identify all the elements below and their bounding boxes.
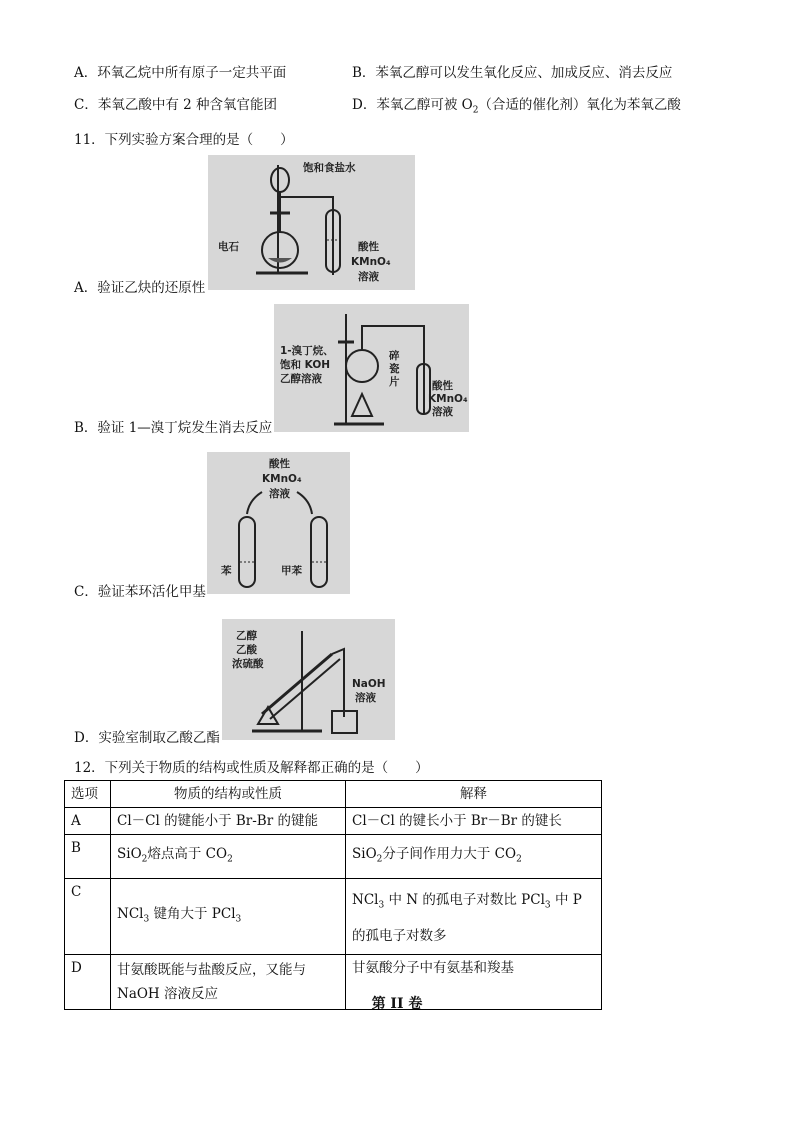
svg-text:溶液: 溶液 (432, 406, 453, 418)
q11-option-b: B．验证 1—溴丁烷发生消去反应 (74, 420, 273, 436)
figure-bromobutane-apparatus (274, 304, 469, 432)
figure-ethyl-acetate-apparatus (222, 619, 395, 740)
q10-option-c: C．苯氧乙酸中有 2 种含氧官能团 (74, 97, 278, 113)
q10-option-a: A．环氧乙烷中所有原子一定共平面 (74, 65, 287, 81)
figure-acetylene-apparatus (208, 155, 415, 290)
svg-text:瓷: 瓷 (389, 363, 400, 375)
svg-text:浓硫酸: 浓硫酸 (232, 658, 264, 670)
svg-text:NaOH: NaOH (352, 678, 386, 690)
svg-text:乙酸: 乙酸 (236, 644, 257, 656)
q11-option-a: A．验证乙炔的还原性 (74, 280, 206, 296)
svg-text:乙醇: 乙醇 (236, 630, 257, 642)
svg-text:溶液: 溶液 (269, 488, 290, 500)
section-title: 第 II 卷 (371, 996, 423, 1012)
svg-text:KMnO₄: KMnO₄ (428, 393, 468, 405)
q11-option-c: C．验证苯环活化甲基 (74, 584, 206, 600)
svg-text:酸性: 酸性 (432, 380, 453, 392)
svg-text:甲苯: 甲苯 (281, 565, 302, 577)
svg-text:乙醇溶液: 乙醇溶液 (280, 373, 322, 385)
label-brine: 饱和食盐水 (303, 162, 356, 174)
table-row: C NCl$_3$ 键角大于 PCl$_3$ NCl$_3$ 中 N 的孤电子对数比 PCl$_3$ 中 P 的孤电子对数多 (65, 879, 602, 955)
q10-option-b: B．苯氧乙醇可以发生氧化反应、加成反应、消去反应 (352, 65, 673, 81)
svg-text:酸性: 酸性 (358, 241, 379, 253)
q10-option-d: D．苯氧乙醇可被 $O_2$（合适的催化剂）氧化为苯氧乙酸 (352, 97, 681, 116)
q11-option-d: D．实验室制取乙酸乙酯 (74, 730, 220, 746)
svg-text:片: 片 (389, 376, 400, 388)
svg-text:酸性: 酸性 (269, 458, 290, 470)
q12-table (64, 780, 602, 1010)
svg-text:碎: 碎 (389, 350, 400, 362)
q11-stem: 11．下列实验方案合理的是（ ） (74, 132, 294, 148)
svg-text:KMnO₄: KMnO₄ (351, 256, 391, 268)
svg-text:KMnO₄: KMnO₄ (262, 473, 302, 485)
svg-text:溶液: 溶液 (358, 271, 379, 283)
svg-text:饱和 KOH: 饱和 KOH (280, 359, 331, 371)
q12-stem: 12．下列关于物质的结构或性质及解释都正确的是（ ） (74, 760, 429, 776)
table-header-row: 选项 物质的结构或性质 解释 (65, 781, 602, 808)
svg-text:1-溴丁烷、: 1-溴丁烷、 (280, 345, 334, 357)
svg-text:苯: 苯 (221, 565, 232, 577)
label-carbide: 电石 (218, 241, 239, 253)
table-row: D 甘氨酸既能与盐酸反应，又能与 NaOH 溶液反应 甘氨酸分子中有氨基和羧基 (65, 954, 602, 1009)
figure-toluene-test (207, 452, 350, 594)
table-row: A Cl－Cl 的键能小于 Br-Br 的键能 Cl－Cl 的键长小于 Br－Br 的键长 (65, 808, 602, 835)
table-row: B SiO$_2$熔点高于 $CO_2$ SiO$_2$分子间作用力大于 $CO_2$ (65, 835, 602, 879)
svg-text:溶液: 溶液 (355, 692, 376, 704)
